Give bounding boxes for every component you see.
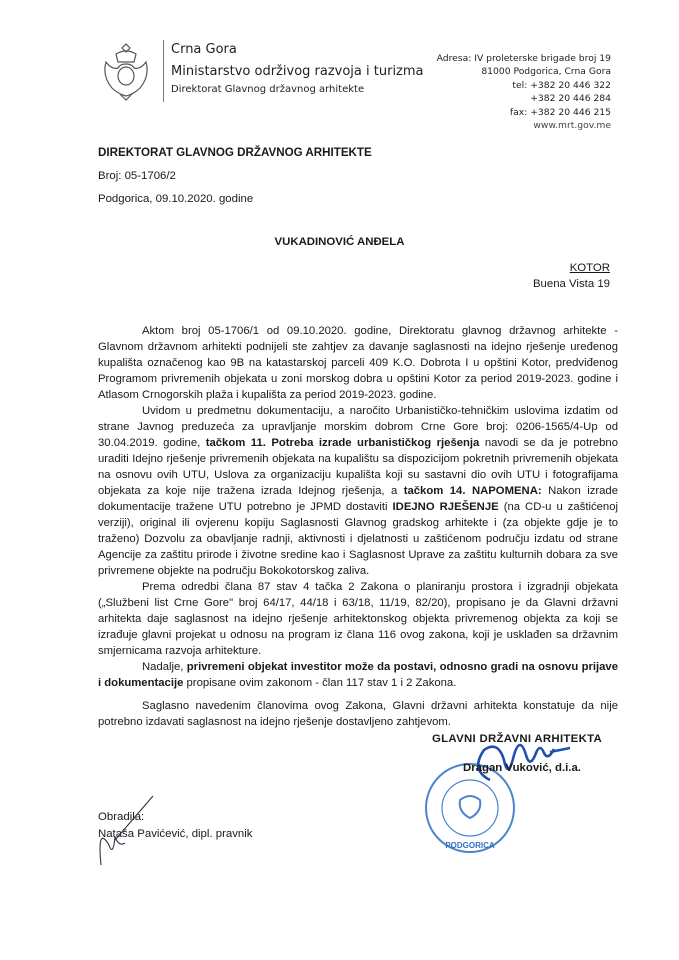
text-segment: Aktom broj 05-1706/1 od 09.10.2020. godine, Direktoratu glavnog državnog arhitekte - Glavnom državnom arhitekti podnijeli ste zahtjev za davanje saglasnosti na idejno rješenje uređenog kupališta označenog kao 9B na katastarskoj parceli 409 K.O. Dobrota I u opštini Kotor, predviđenog Programom privremenih objekata u zoni morskog dobra u opštini Kotor za period 2019-2023. godine i Atlasom Crnogorskih plaža i kupališta za period 2019-2023. godine. bbox=[98, 325, 618, 401]
emphasized-text: tačkom 14. NAPOMENA: bbox=[403, 485, 542, 497]
fax-line: fax: +382 20 446 215 bbox=[509, 106, 611, 118]
paragraph-law bbox=[98, 579, 618, 659]
emphasized-text: IDEJNO RJEŠENJE bbox=[392, 501, 499, 513]
text-segment: Saglasno navedenim članovima ovog Zakona, Glavni državni arhitekta konstatuje da nije potrebno izdavati saglasnost na idejno rješenje dostavljeno zahtjevom. bbox=[98, 700, 618, 728]
paragraph-documentation bbox=[98, 403, 618, 579]
website-link[interactable]: www.mrt.gov.me bbox=[533, 120, 611, 132]
paragraph-temporary-object bbox=[98, 659, 618, 691]
office-heading: DIREKTORAT GLAVNOG DRŽAVNOG ARHITEKTE bbox=[98, 146, 372, 159]
emphasized-text: tačkom 11. Potreba izrade urbanističkog rješenja bbox=[205, 437, 480, 449]
text-segment: (na CD-u u zaštićenoj verziji), original ili ovjerenu kopiju Saglasnosti Glavnog gradskog arhitekte i (za objekte gdje je to traženo) Dozvolu za obavljanje radnji, aktivnosti i djelatnosti u zaštićenom području izdatu od strane Agencije za zaštitu prirode i životne sredine kao i Saglasnost Uprave za zaštitu kulturnih dobara za sve privremene objekte na području Bokokotorskog zaliva. bbox=[98, 501, 618, 577]
letterhead-divider bbox=[163, 40, 164, 102]
text-segment: propisane ovim zakonom - član 117 stav 1 i 2 Zakona. bbox=[183, 677, 457, 689]
emphasized-text: privremeni objekat investitor može da postavi, odnosno gradi na osnovu prijave i dokumentacije bbox=[98, 661, 618, 689]
text-segment: Uvidom u predmetnu dokumentaciju, a naročito Urbanističko-tehničkim uslovima izdatim od strane Javnog preduzeća za upravljanje morskim dobrom Crne Gore broj: 0206-1565/4-Up od 30.04.2019. godine, bbox=[98, 405, 618, 449]
recipient-city: KOTOR bbox=[569, 262, 610, 274]
paragraph-request bbox=[98, 323, 618, 403]
signatory-name: Dragan Vuković, d.i.a. bbox=[463, 762, 581, 774]
text-segment: Nadalje, bbox=[142, 661, 187, 673]
contact-address-block bbox=[437, 52, 611, 132]
ministry-name: Ministarstvo održivog razvoja i turizma bbox=[171, 64, 424, 79]
text-segment: Nakon izrade dokumentacije tražene UTU potrebno je JPMD dostaviti bbox=[98, 485, 618, 513]
initials-signature bbox=[95, 790, 155, 875]
address-line: Adresa: IV proleterske brigade broj 19 bbox=[436, 53, 611, 64]
phone-line: +382 20 446 284 bbox=[530, 93, 611, 105]
prepared-by-name: Nataša Pavićević, dipl. pravnik bbox=[98, 828, 253, 840]
recipient-street: Buena Vista 19 bbox=[532, 278, 610, 290]
text-segment: Prema odredbi člana 87 stav 4 tačka 2 Zakona o planiranju prostora i izgradnji objekata („Službeni list Crne Gore" broj 64/17, 44/18 i 63/18, 11/19, 82/20), propisano je da Glavni državni arhitekta daje saglasnost na idejno rješenje arhitektonskog objekta privremenog objekta za koji se izrađuje glavni projekat u odnosu na program iz člana 116 ovog zakona, koji je usklađen sa državnim smjernicama razvoja arhitekture. bbox=[98, 581, 618, 657]
document-number: Broj: 05-1706/2 bbox=[98, 170, 176, 182]
phone-line: tel: +382 20 446 322 bbox=[512, 79, 611, 91]
address-line: 81000 Podgorica, Crna Gora bbox=[481, 66, 611, 78]
prepared-by-label: Obradila: bbox=[98, 811, 145, 823]
directorate-name: Direktorat Glavnog državnog arhitekte bbox=[171, 84, 365, 95]
recipient-name: VUKADINOVIĆ ANĐELA bbox=[274, 236, 405, 248]
paragraph-conclusion bbox=[98, 698, 618, 730]
signatory-title: GLAVNI DRŽAVNI ARHITEKTA bbox=[432, 733, 603, 745]
country-name: Crna Gora bbox=[171, 42, 237, 57]
coat-of-arms-logo bbox=[100, 40, 152, 102]
place-date: Podgorica, 09.10.2020. godine bbox=[98, 193, 254, 205]
text-segment: navodi se da je potrebno uraditi Idejno rješenje privremenih objekata na kupalištu sa dispozicijom pokretnih privremenih objekata na osnovu ovih UTU, Uslova za organizaciju kupališta koji su sastavni dio ovih UTU i fotografijama objekata za koje nije tražena izrada Idejnog rješenja, a bbox=[98, 437, 618, 497]
svg-text:PODGORICA: PODGORICA bbox=[445, 841, 495, 850]
